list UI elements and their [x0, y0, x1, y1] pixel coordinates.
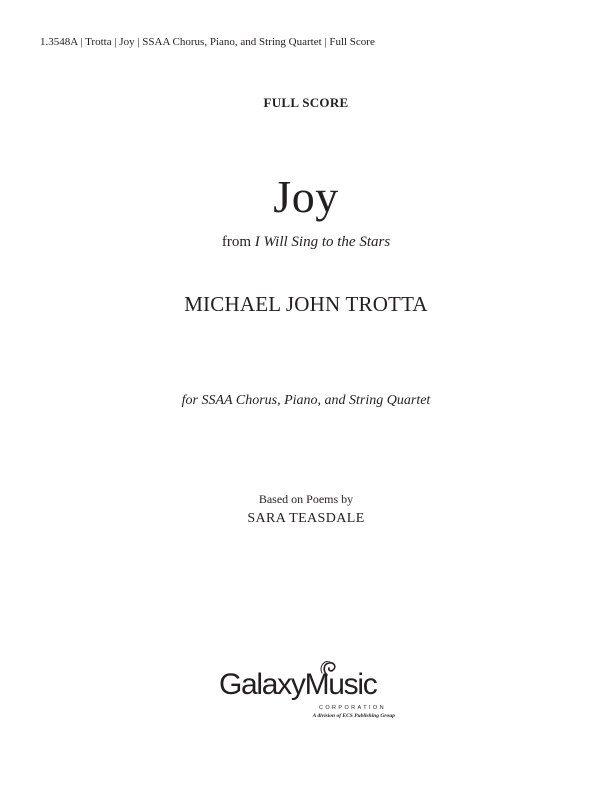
full-score-label: FULL SCORE	[263, 95, 349, 110]
publisher-tagline: A division of ECS Publishing Group	[312, 713, 395, 719]
publisher-wordmark: GalaxyMusic	[219, 668, 377, 701]
publisher-logo	[219, 661, 397, 721]
page-title: Joy	[273, 171, 339, 222]
instrumentation: for SSAA Chorus, Piano, and String Quartet	[181, 393, 431, 408]
subtitle-prefix: from	[221, 234, 255, 250]
poet-name: SARA TEASDALE	[247, 511, 365, 526]
publisher-corporation: CORPORATION	[319, 705, 386, 711]
header-catalog-line: 1.3548A | Trotta | Joy | SSAA Chorus, Piano, and String Quartet | Full Score	[40, 36, 375, 48]
subtitle-work: I Will Sing to the Stars	[254, 234, 391, 250]
composer-name: MICHAEL JOHN TROTTA	[184, 292, 428, 316]
based-on-label: Based on Poems by	[258, 492, 354, 506]
subtitle	[0, 234, 612, 251]
